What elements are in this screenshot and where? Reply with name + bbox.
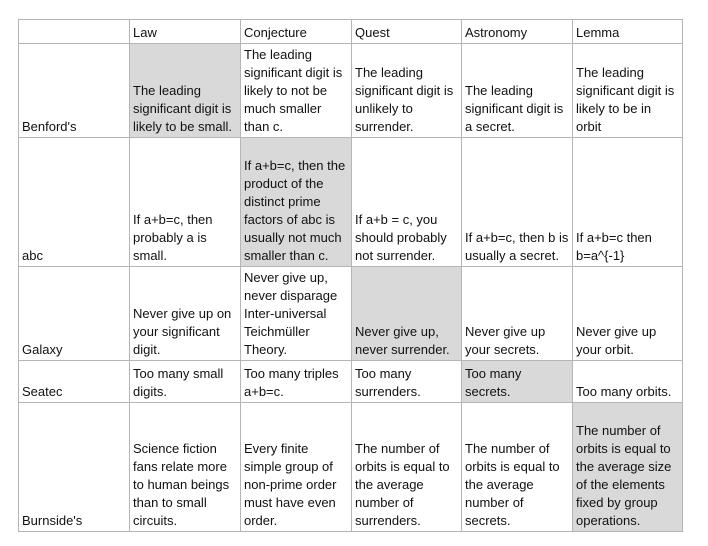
corner-cell xyxy=(19,20,130,44)
row-header-abc: abc xyxy=(19,138,130,267)
row-header-burnsides: Burnside's xyxy=(19,403,130,532)
table-cell: Never give up, never disparage Inter-universal Teichmüller Theory. xyxy=(241,267,352,361)
table-cell: If a+b=c then b=a^{-1} xyxy=(573,138,683,267)
column-header-conjecture: Conjecture xyxy=(241,20,352,44)
table-cell: The number of orbits is equal to the average size of the elements fixed by group operations. xyxy=(573,403,683,532)
column-header-astronomy: Astronomy xyxy=(462,20,573,44)
row-header-seatec: Seatec xyxy=(19,361,130,403)
table-cell: Never give up your secrets. xyxy=(462,267,573,361)
column-header-lemma: Lemma xyxy=(573,20,683,44)
table-cell: The leading significant digit is unlikely to surrender. xyxy=(352,44,462,138)
table-cell: Too many orbits. xyxy=(573,361,683,403)
table-cell: If a+b = c, you should probably not surrender. xyxy=(352,138,462,267)
table-cell: If a+b=c, then the product of the distinct prime factors of abc is usually not much smaller than c. xyxy=(241,138,352,267)
column-header-quest: Quest xyxy=(352,20,462,44)
table-cell: Never give up your orbit. xyxy=(573,267,683,361)
table-cell: The number of orbits is equal to the average number of surrenders. xyxy=(352,403,462,532)
table-cell: Never give up, never surrender. xyxy=(352,267,462,361)
table-cell: Too many secrets. xyxy=(462,361,573,403)
table-cell: If a+b=c, then b is usually a secret. xyxy=(462,138,573,267)
table-row xyxy=(19,138,683,267)
table-cell: The leading significant digit is likely to be in orbit xyxy=(573,44,683,138)
table-row xyxy=(19,403,683,532)
table-row xyxy=(19,267,683,361)
column-header-law: Law xyxy=(130,20,241,44)
table-cell: Every finite simple group of non-prime order must have even order. xyxy=(241,403,352,532)
table-cell: Too many triples a+b=c. xyxy=(241,361,352,403)
joke-grid-table xyxy=(18,19,683,532)
row-header-galaxy: Galaxy xyxy=(19,267,130,361)
table-cell: The number of orbits is equal to the average number of secrets. xyxy=(462,403,573,532)
table-cell: If a+b=c, then probably a is small. xyxy=(130,138,241,267)
table-cell: The leading significant digit is a secret. xyxy=(462,44,573,138)
table-cell: Too many surrenders. xyxy=(352,361,462,403)
header-row xyxy=(19,20,683,44)
table-cell: The leading significant digit is likely to not be much smaller than c. xyxy=(241,44,352,138)
table-cell: Science fiction fans relate more to human beings than to small circuits. xyxy=(130,403,241,532)
table-cell: Too many small digits. xyxy=(130,361,241,403)
table-row xyxy=(19,361,683,403)
table-cell: The leading significant digit is likely to be small. xyxy=(130,44,241,138)
row-header-benfords: Benford's xyxy=(19,44,130,138)
table-row xyxy=(19,44,683,138)
table-cell: Never give up on your significant digit. xyxy=(130,267,241,361)
